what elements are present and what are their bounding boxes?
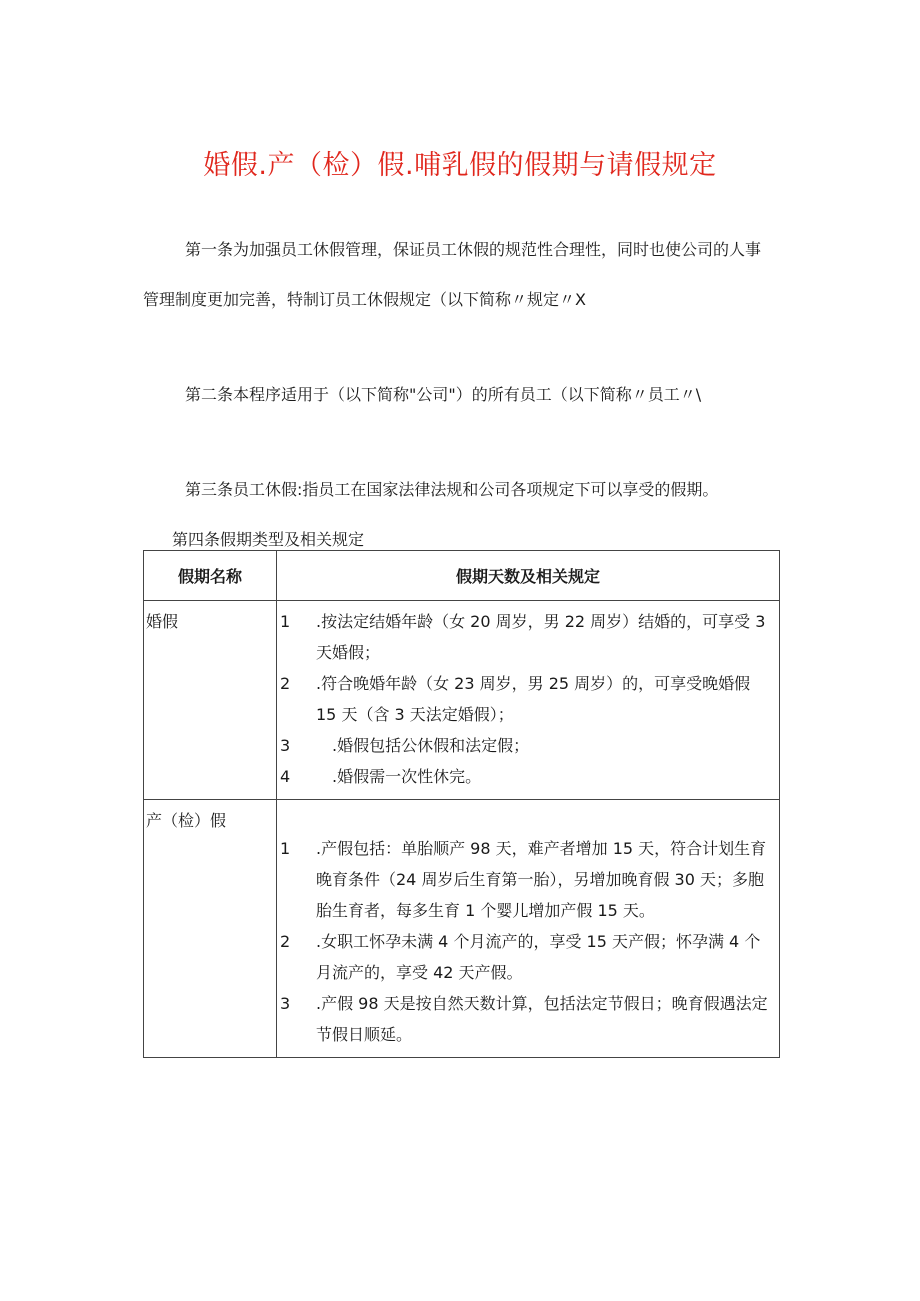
rule-number: 1 [280, 612, 291, 631]
rule-item [278, 606, 774, 668]
rule-text: .女职工怀孕未满 4 个月流产的，享受 15 天产假；怀孕满 4 个月流产的，享受 42 天产假。 [316, 932, 761, 982]
rule-text: .符合晚婚年龄（女 23 周岁，男 25 周岁）的，可享受晚婚假 15 天（含 3 天法定婚假）； [316, 674, 751, 724]
article-1-line-1: 第一条为加强员工休假管理，保证员工休假的规范性合理性，同时也使公司的人事 [185, 240, 762, 259]
rule-item [278, 730, 774, 761]
rule-number: 2 [280, 932, 291, 951]
rule-number: 2 [280, 674, 291, 693]
table-caption: 第四条假期类型及相关规定 [172, 530, 365, 549]
document-title: 婚假.产（检）假.哺乳假的假期与请假规定 [203, 150, 717, 181]
rule-text: .产假包括：单胎顺产 98 天，难产者增加 15 天，符合计划生育晚育条件（24 周岁后生育第一胎），另增加晚育假 30 天；多胞胎生育者，每多生育 1 个婴儿增加产假 15 天。 [316, 839, 767, 920]
rule-number: 3 [280, 994, 291, 1013]
leave-rules-cell [277, 601, 780, 800]
table-row-marriage-leave [144, 601, 780, 800]
article-3-text: 第三条员工休假:指员工在国家法律法规和公司各项规定下可以享受的假期。 [185, 480, 719, 499]
leave-name-cell: 产（检）假 [144, 800, 277, 1058]
article-2 [143, 370, 803, 420]
header-leave-rules: 假期天数及相关规定 [277, 551, 780, 601]
rule-item [278, 926, 774, 988]
article-1 [143, 225, 803, 325]
rule-item [278, 988, 774, 1050]
rule-item [278, 833, 774, 926]
leave-rules-cell [277, 800, 780, 1058]
leave-table [143, 550, 780, 1058]
leave-name-cell: 婚假 [144, 601, 277, 800]
rule-text: .婚假包括公休假和法定假； [332, 736, 530, 755]
rule-item [278, 668, 774, 730]
article-1-line-2: 管理制度更加完善，特制订员工休假规定（以下简称〃规定〃X [143, 290, 586, 309]
table-header-row [144, 551, 780, 601]
rule-text: .按法定结婚年龄（女 20 周岁，男 22 周岁）结婚的，可享受 3 天婚假； [316, 612, 766, 662]
rule-number: 4 [280, 767, 291, 786]
rule-number: 1 [280, 839, 291, 858]
article-2-text: 第二条本程序适用于（以下简称"公司"）的所有员工（以下简称〃员工〃\ [185, 385, 702, 404]
rule-item [278, 761, 774, 792]
rule-text: .婚假需一次性休完。 [332, 767, 482, 786]
rule-text: .产假 98 天是按自然天数计算，包括法定节假日；晚育假遇法定节假日顺延。 [316, 994, 768, 1044]
table-row-maternity-leave [144, 800, 780, 1058]
article-3 [143, 465, 803, 515]
header-leave-name: 假期名称 [144, 551, 277, 601]
rule-number: 3 [280, 736, 291, 755]
